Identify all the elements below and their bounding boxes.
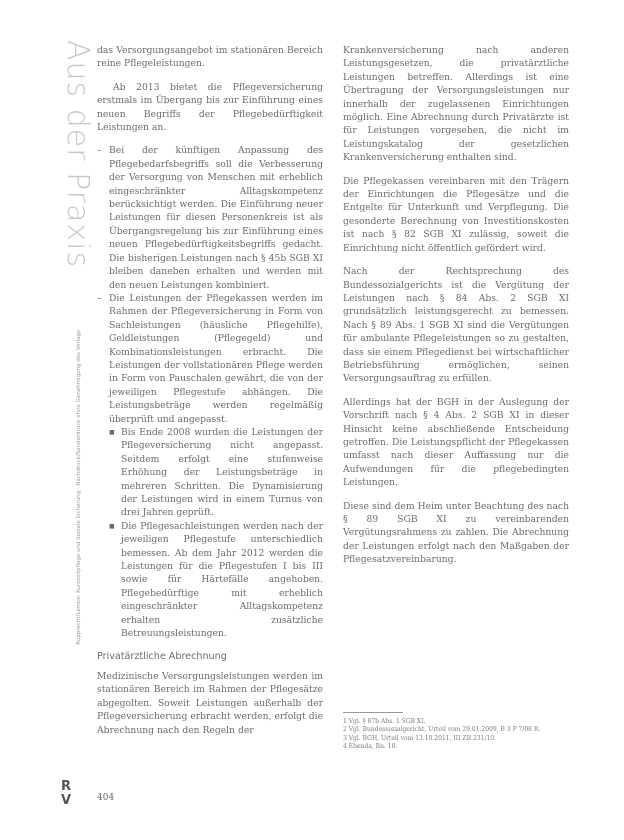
- sub-list-item: ■ Bis Ende 2008 wurden die Leistungen der Pflegeversicherung nicht angepasst. Seitdem erfolgt eine stufenweise Erhöhung der Leistungsbeträge in mehreren Schritten. Die Dynamisierung der Leistungen wird in einem Turnus von drei Jahren geprüft.: [97, 426, 323, 520]
- section-header-vertical: [38, 40, 95, 280]
- vertical-copyright-caption: [76, 330, 96, 660]
- footnote-divider: [343, 712, 403, 713]
- footnote: 4 Ebenda, Rn. 18.: [343, 743, 398, 751]
- publisher-logo: [59, 780, 73, 808]
- left-column: [97, 44, 323, 737]
- page-number: 404: [97, 793, 115, 803]
- left-paragraph-2: Ab 2013 bietet die Pflegeversicherung erstmals im Übergang bis zur Einführung eines neuen Begriffs der Pflegebedürftigkeit Leistungen an.: [97, 81, 323, 134]
- vertical-caption-text: Rupprecht/Lemke: Kurzzeitpflege und Soziale Sicherung · Nachdruck/Sonderdruck ohne Genehmigung des Verlags: [76, 330, 82, 645]
- footnote: 2 Vgl. Bundessozialgericht, Urteil vom 29.01.2009, B 3 P 7/08 R.: [343, 726, 541, 734]
- right-paragraph-4: Allerdings hat der BGH in der Auslegung der Vorschrift nach § 4 Abs. 2 SGB XI in dieser Hinsicht keine abschließende Entscheidung getroffen. Die Leistungspflicht der Pflegekassen umfasst nach dieser Auffassung nur die Aufwendungen für die pflegebedingten Leistungen.: [343, 396, 569, 489]
- right-paragraph-1: Krankenversicherung nach anderen Leistungsgesetzen, die privatärztliche Leistungen betreffen. Allerdings ist eine Übertragung der Versorgungsleistungen nur innerhalb der zugelassenen Einrichtungen möglich. Eine Abrechnung durch Privatärzte ist für Leistungen vorgesehen, die nicht im Leistungskatalog der gesetzlichen Krankenversicherung enthalten sind.: [343, 45, 569, 164]
- right-column: [343, 44, 569, 567]
- logo-letter-1: R: [60, 779, 71, 794]
- left-bullet-list: [97, 144, 323, 640]
- right-paragraph-5: Diese sind dem Heim unter Beachtung des nach § 89 SGB XI zu vereinbarenden Vergütungsrahmens zu zahlen. Die Abrechnung der Leistungen erfolgt nach den Maßgaben der Pflegesatzvereinbarung.: [343, 500, 569, 566]
- sub-list-item: ■ Die Pflegesachleistungen werden nach der jeweiligen Pflegestufe unterschiedlich bemessen. Ab dem Jahr 2012 werden die Leistungen für die Pflegestufen I bis III sowie für Härtefälle angehoben. Pflegebedürftige mit erheblich eingeschränkter Alltagskompetenz erhalten zusätzliche Betreuungsleistungen.: [97, 520, 323, 641]
- right-paragraph-2: Die Pflegekassen vereinbaren mit den Trägern der Einrichtungen die Pflegesätze und die Entgelte für Unterkunft und Verpflegung. Die gesonderte Berechnung von Investitionskosten ist nach § 82 SGB XI zulässig, soweit die Einrichtung nicht öffentlich gefördert wird.: [343, 175, 569, 254]
- footnotes: [343, 718, 569, 752]
- left-paragraph-3: Medizinische Versorgungsleistungen werden im stationären Bereich im Rahmen der Pflegesätze abgegolten. Soweit Leistungen außerhalb der Pflegeversicherung erbracht werden, erfolgt die Abrechnung nach den Regeln der: [97, 670, 323, 736]
- footnote: 1 Vgl. § 87b Abs. 1 SGB XI.: [343, 718, 426, 725]
- section-heading: Privatärztliche Abrechnung: [97, 651, 227, 663]
- right-paragraph-3: Nach der Rechtsprechung des Bundessozialgerichts ist die Vergütung der Leistungen nach § 84 Abs. 2 SGB XI grundsätzlich leistungsgerecht zu bemessen. Nach § 89 Abs. 1 SGB XI sind die Vergütungen für ambulante Pflegeleistungen so zu gestalten, dass sie einem Pflegedienst bei wirtschaftlicher Betriebsführung ermöglichen, seinen Versorgungsauftrag zu erfüllen.: [343, 266, 569, 385]
- list-item: – Bei der künftigen Anpassung des Pflegebedarfsbegriffs soll die Verbesserung der Versorgung von Menschen mit erheblich eingeschränkter Alltagskompetenz berücksichtigt werden. Die Einführung neuer Leistungen für diesen Personenkreis ist als Übergangsregelung bis zur Einführung eines neuen Pflegebedürftigkeitsbegriffs gedacht. Die bisherigen Leistungen nach § 45b SGB XI bleiben daneben erhalten und werden mit den neuen Leistungen kombiniert.: [97, 144, 323, 291]
- left-paragraph-1: das Versorgungsangebot im stationären Bereich reine Pflegeleistungen.: [97, 45, 323, 70]
- list-item: – Die Leistungen der Pflegekassen werden im Rahmen der Pflegeversicherung in Form von Sachleistungen (häusliche Pflegehilfe), Geldleistungen (Pflegegeld) und Kombinationsleistungen erbracht. Die Leistungen der vollstationären Pflege werden in Form von Pauschalen gewährt, die von der jeweiligen Pflegestufe abhängen. Die Leistungsbeträge werden regelmäßig überprüft und angepasst.: [97, 292, 323, 426]
- logo-letter-2: V: [60, 793, 72, 808]
- section-header-text: Aus der Praxis: [60, 40, 95, 269]
- footnote: 3 Vgl. BGH, Urteil vom 13.10.2011, III ZR 231/10.: [343, 734, 497, 742]
